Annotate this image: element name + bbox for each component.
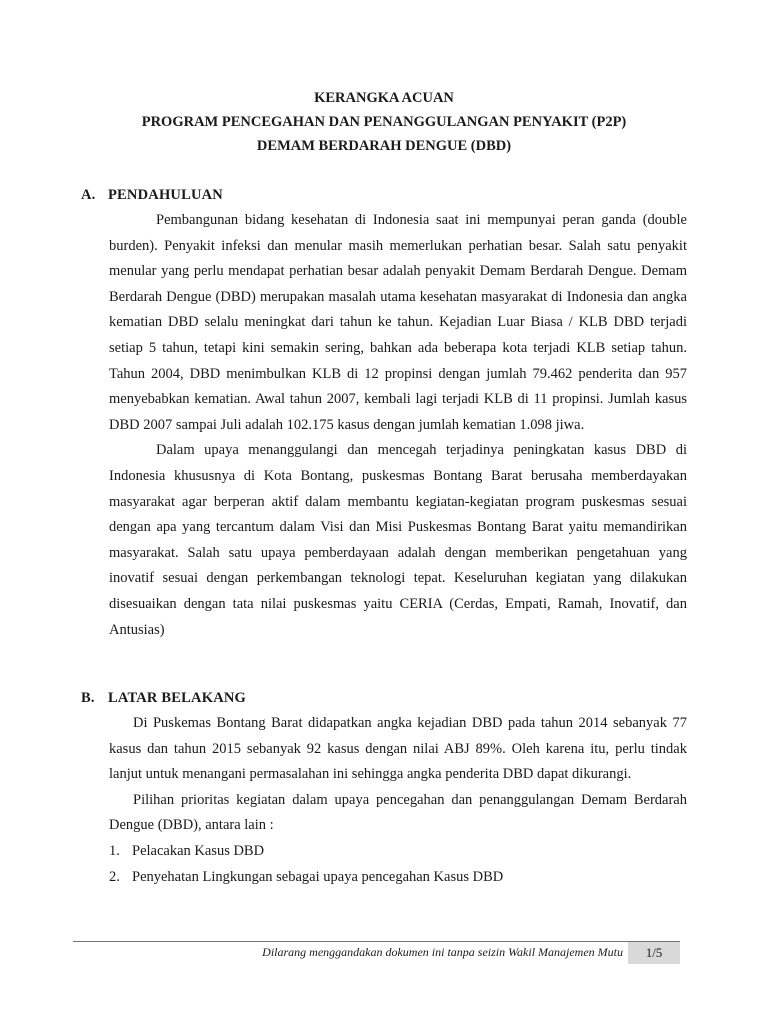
- program-title: PROGRAM PENCEGAHAN DAN PENANGGULANGAN PENYAKIT (P2P): [141, 114, 627, 130]
- list-number: 1.: [109, 842, 120, 859]
- disease-title: DEMAM BERDARAH DENGUE (DBD): [256, 138, 512, 154]
- list-text: Pelacakan Kasus DBD: [132, 842, 265, 859]
- section-a-title: PENDAHULUAN: [108, 187, 223, 203]
- list-item: [109, 865, 687, 891]
- paragraph: Pembangunan bidang kesehatan di Indonesia saat ini mempunyai peran ganda (double burden). Penyakit infeksi dan menular masih memerlukan perhatian besar. Salah satu penyakit menular yang perlu mendapat perhatian besar adalah penyakit Demam Berdarah Dengue. Demam Berdarah Dengue (DBD) merupakan masalah utama kesehatan masyarakat di Indonesia dan angka kematian DBD selalu meningkat dari tahun ke tahun. Kejadian Luar Biasa / KLB DBD terjadi setiap 5 tahun, tetapi kini semakin sering, bahkan ada beberapa kota terjadi KLB setiap tahun. Tahun 2004, DBD menimbulkan KLB di 12 propinsi dengan jumlah 79.462 penderita dan 957 menyebabkan kematian. Awal tahun 2007, kembali lagi terjadi KLB di 11 propinsi. Jumlah kasus DBD 2007 sampai Juli adalah 102.175 kasus dengan jumlah kematian 1.098 jiwa.: [109, 212, 687, 433]
- paragraph: Dalam upaya menanggulangi dan mencegah terjadinya peningkatan kasus DBD di Indonesia khususnya di Kota Bontang, puskesmas Bontang Barat berusaha memberdayakan masyarakat agar berperan aktif dalam membantu kegiatan-kegiatan program puskesmas sesuai dengan apa yang tercantum dalam Visi dan Misi Puskesmas Bontang Barat yaitu memandirikan masyarakat. Salah satu upaya pemberdayaan adalah dengan memberikan pengetahuan yang inovatif sesuai dengan perkembangan teknologi tepat. Keseluruhan kegiatan yang dilakukan disesuaikan dengan tata nilai puskesmas yaitu CERIA (Cerdas, Empati, Ramah, Inovatif, dan Antusias): [109, 442, 687, 638]
- section-a-body: [109, 208, 687, 643]
- list-item: [109, 839, 687, 865]
- document-title-block: [0, 86, 768, 158]
- section-b-letter: B.: [81, 690, 95, 706]
- page-number: 1/5: [628, 942, 680, 964]
- paragraph: Di Puskemas Bontang Barat didapatkan angka kejadian DBD pada tahun 2014 sebanyak 77 kasus dan tahun 2015 sebanyak 92 kasus dengan nilai ABJ 89%. Oleh karena itu, perlu tindak lanjut untuk menangani permasalahan ini sehingga angka penderita DBD dapat dikurangi.: [109, 715, 687, 783]
- paragraph: Pilihan prioritas kegiatan dalam upaya pencegahan dan penanggulangan Demam Berdarah Dengue (DBD), antara lain :: [109, 791, 687, 834]
- list-number: 2.: [109, 868, 120, 885]
- priority-list: [109, 839, 687, 890]
- doc-title: KERANGKA ACUAN: [314, 90, 454, 106]
- section-a-letter: A.: [81, 187, 96, 203]
- section-b-title: LATAR BELAKANG: [108, 690, 247, 706]
- footer-note: Dilarang menggandakan dokumen ini tanpa seizin Wakil Manajemen Mutu: [262, 945, 623, 959]
- list-text: Penyehatan Lingkungan sebagai upaya pencegahan Kasus DBD: [132, 868, 504, 885]
- section-b-heading: [81, 690, 246, 707]
- section-b-body: [109, 711, 687, 890]
- section-a-heading: [81, 187, 223, 204]
